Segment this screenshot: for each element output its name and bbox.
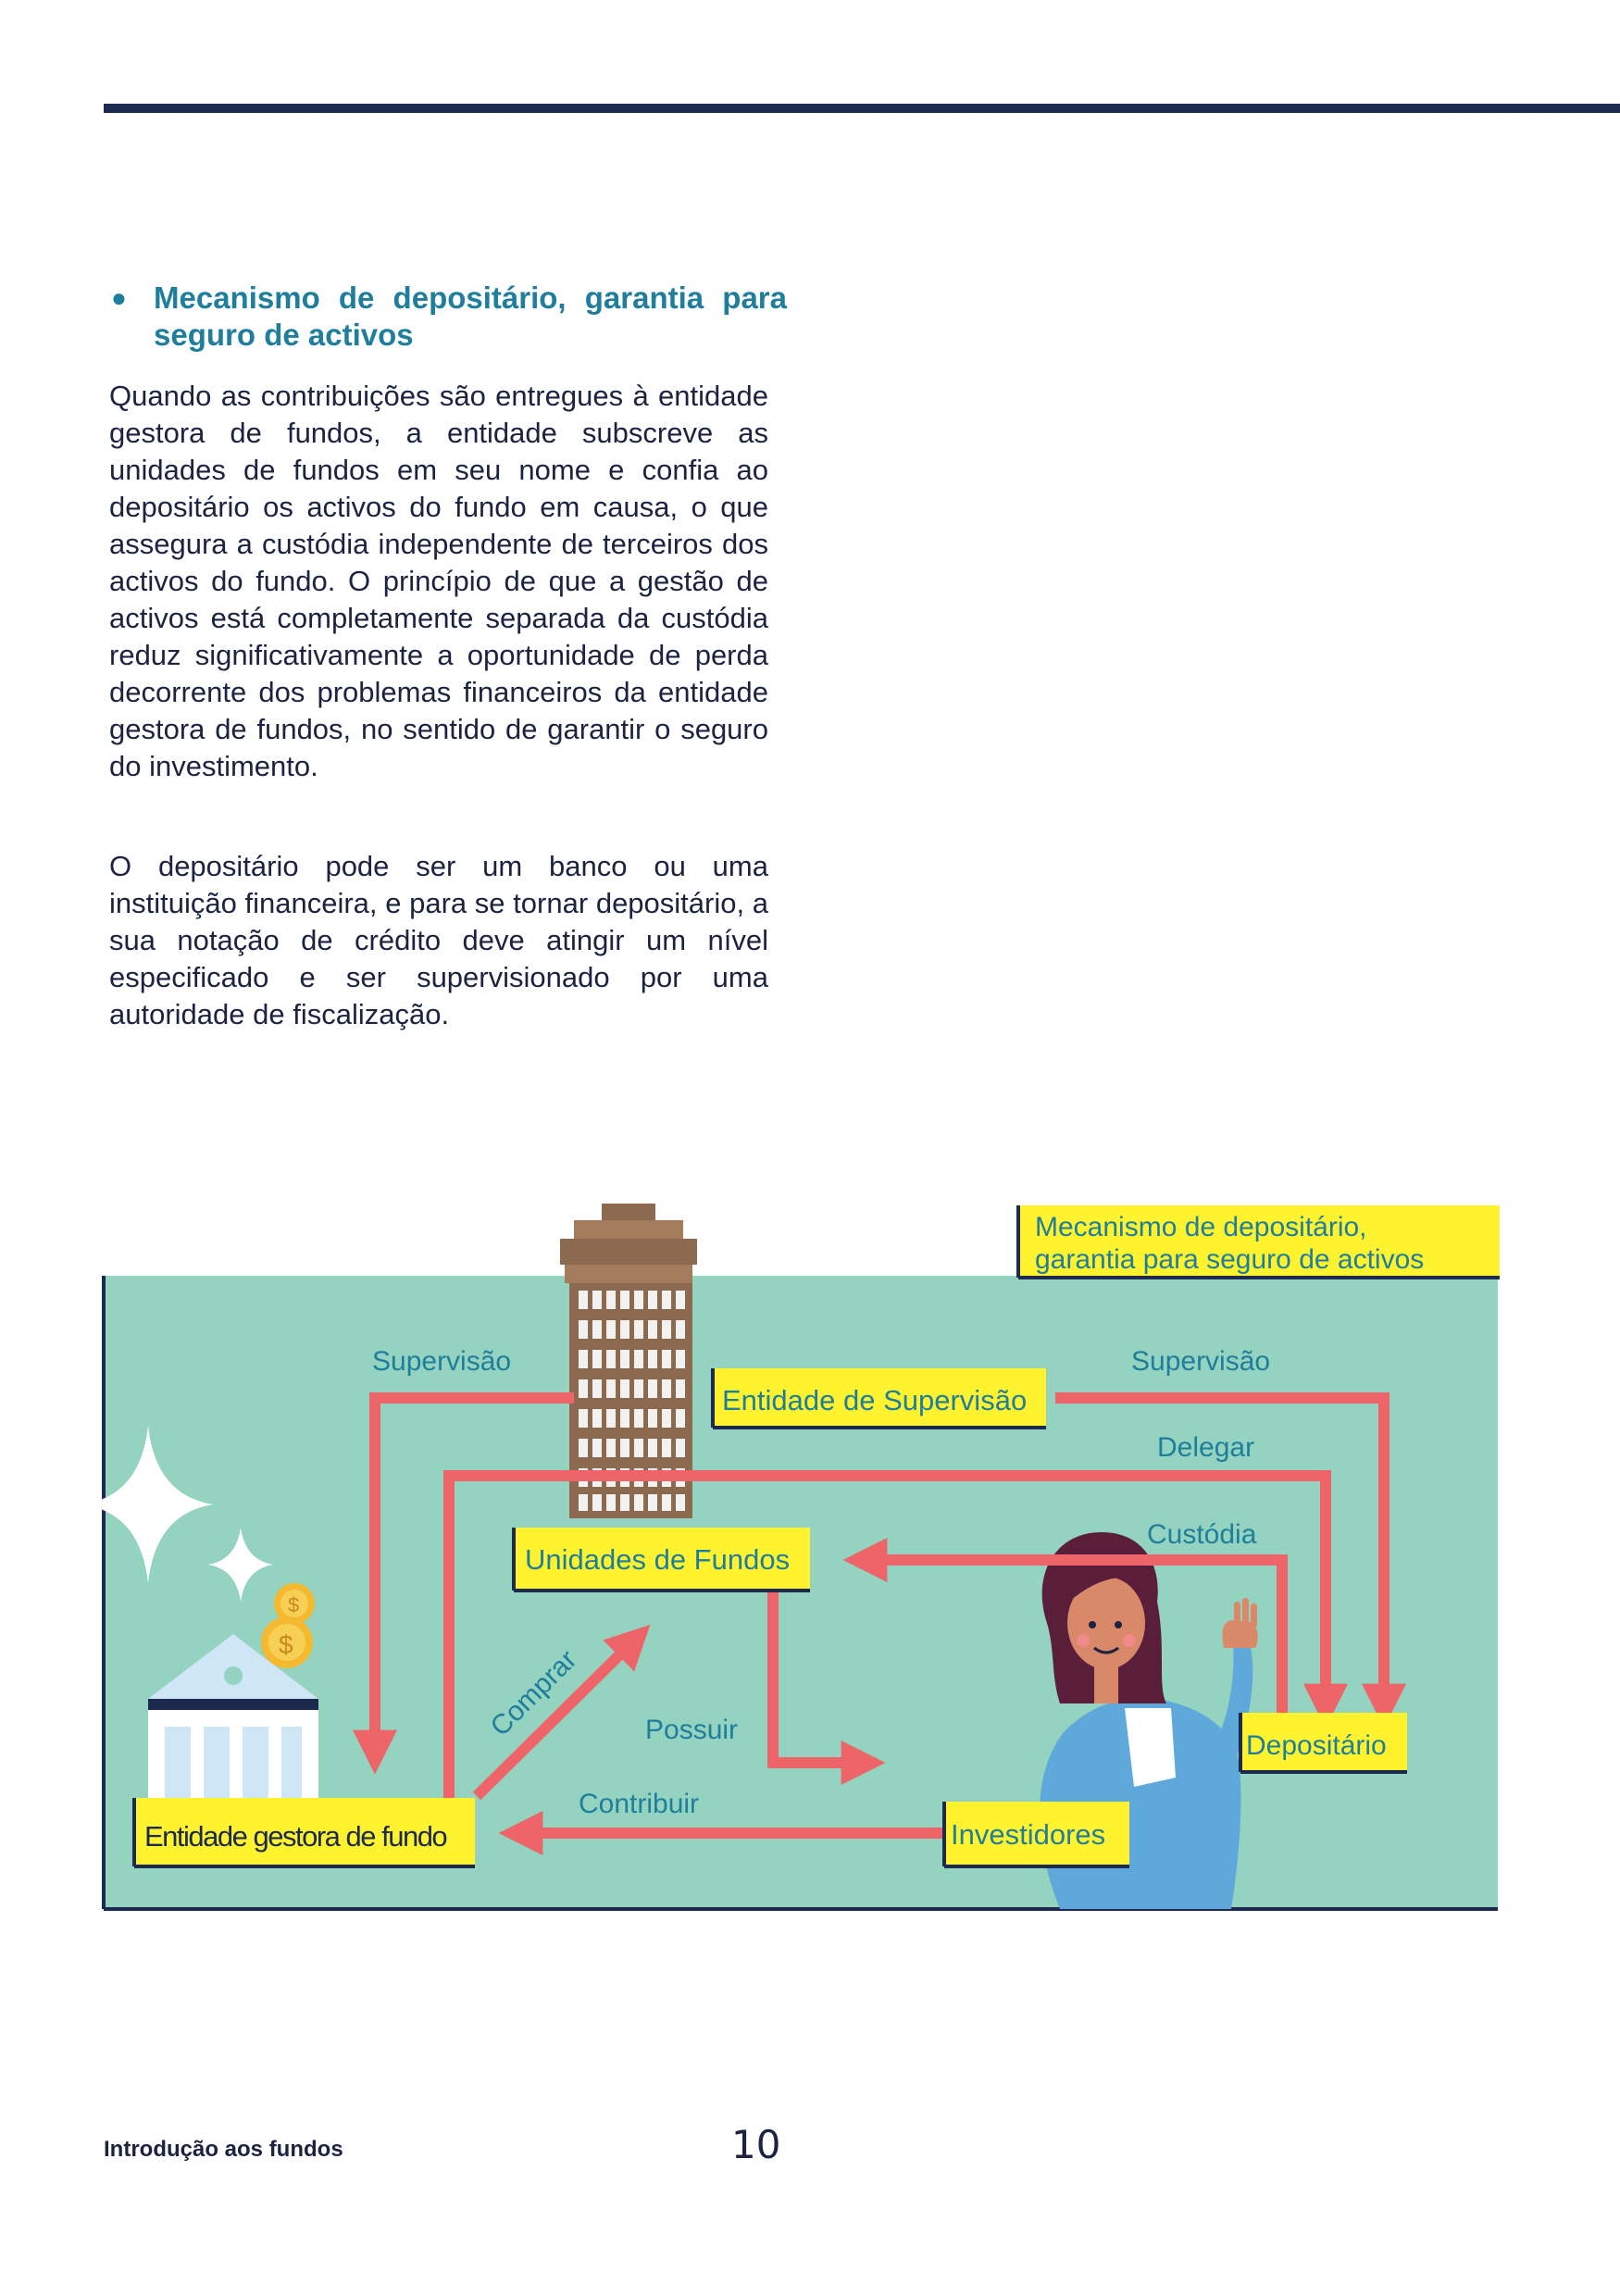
section-heading [111,280,787,354]
node-supervisor [713,1368,1046,1428]
node-supervisor-label: Entidade de Supervisão [722,1384,1028,1416]
page-number: 10 [731,2122,781,2167]
node-manager [134,1798,475,1866]
label-supervision-left: Supervisão [372,1346,512,1377]
paragraph-depositary: O depositário pode ser um banco ou uma instituição financeira, e para se tornar depositário, a sua notação de crédito deve atingir um nível especificado e ser supervisionado por uma autoridade de fiscalização. [109,850,768,1030]
section-title: Mecanismo de depositário, garantia para seguro de activos [154,281,787,352]
node-manager-label: Entidade gestora de fundo [144,1820,447,1853]
node-depositary [1240,1713,1407,1772]
svg-text:$: $ [288,1593,300,1616]
node-depositary-label: Depositário [1246,1730,1387,1761]
diagram-title-box [1018,1205,1500,1278]
diagram-title-line2: garantia para seguro de activos [1035,1244,1425,1275]
label-custody: Custódia [1147,1519,1257,1550]
label-supervision-right: Supervisão [1131,1346,1271,1377]
diagram-title-line1: Mecanismo de depositário, [1035,1212,1367,1242]
node-fund-units-label: Unidades de Fundos [525,1543,791,1576]
top-rule [104,104,1620,113]
svg-text:$: $ [279,1630,293,1659]
node-investors-label: Investidores [951,1818,1106,1851]
paragraph-custody: Quando as contribuições são entregues à entidade gestora de fundos, a entidade subscreve as unidades de fundos em seu nome e confia ao depositário os activos do fundo em causa, o que assegura a custódia independente de terceiros dos activos do fundo. O princípio de que a gestão de activos está completamente separada da custódia reduz significativamente a oportunidade de perda decorrente dos problemas financeiros da entidade gestora de fundos, no sentido de garantir o seguro do investimento. [109,380,768,782]
depositary-mechanism-diagram [102,1185,1500,1926]
label-contribute: Contribuir [579,1789,700,1819]
bullet-icon: ● [111,283,127,312]
footer-book-title: Introdução aos fundos [104,2137,343,2162]
node-fund-units [514,1528,810,1591]
label-delegate: Delegar [1157,1432,1255,1463]
label-buy: Comprar [484,1644,583,1742]
label-own: Possuir [645,1715,739,1745]
node-investors [944,1802,1129,1866]
